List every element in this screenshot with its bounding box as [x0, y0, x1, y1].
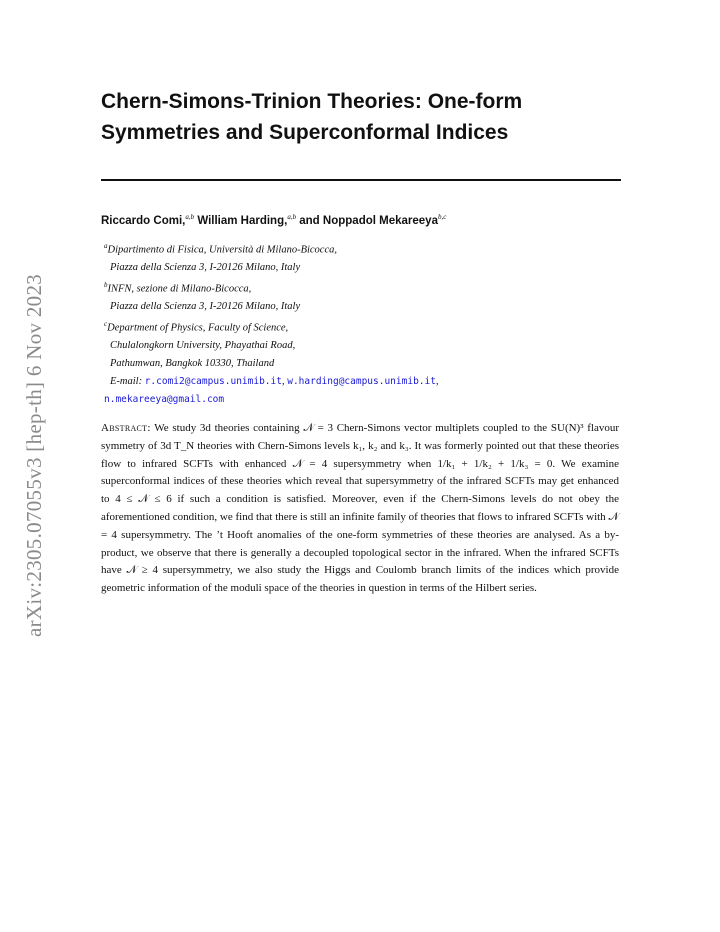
author-name: Noppadol Mekareeya [322, 214, 438, 227]
affiliation-line: Chulalongkorn University, Phayathai Road, [110, 340, 296, 352]
affiliation-line: Pathumwan, Bangkok 10330, Thailand [110, 358, 275, 370]
email-label: E-mail: [110, 376, 143, 388]
affiliation-line [104, 277, 604, 298]
affiliation-text: INFN, sezione di Milano-Bicocca, [107, 283, 252, 295]
author-list [101, 213, 621, 227]
paper-title-line-1: Chern-Simons-Trinion Theories: One-form [101, 90, 523, 113]
arxiv-identifier-stamp [14, 250, 56, 660]
paper-title-line-2: Symmetries and Superconformal Indices [101, 121, 509, 144]
author-name: Riccardo Comi, [101, 214, 186, 227]
author-name: William Harding, [197, 214, 288, 227]
arxiv-identifier-text: arXiv:2305.07055v3 [hep-th] 6 Nov 2023 [22, 273, 47, 637]
email-line: E-mail: r.comi2@campus.unimib.it, w.harding@campus.unimib.it, [110, 376, 439, 388]
affiliation-text: Dipartimento di Fisica, Università di Milano-Bicocca, [107, 244, 338, 256]
affiliation-marker: c [104, 320, 108, 329]
affiliation-marker: b [104, 281, 108, 290]
email-line [104, 391, 604, 409]
paper-title [101, 86, 621, 148]
affiliation-text: Department of Physics, Faculty of Science, [107, 322, 289, 334]
author-affiliation-marker: a,b [185, 213, 195, 221]
email-link[interactable]: n.mekareeya@gmail.com [104, 393, 225, 405]
affiliation-line [104, 316, 604, 337]
affiliation-marker: a [104, 242, 108, 250]
affiliation-block [104, 238, 604, 409]
author-conjunction: and [299, 214, 320, 227]
email-link[interactable]: w.harding@campus.unimib.it [287, 376, 436, 388]
title-divider [101, 179, 621, 181]
affiliation-line: Piazza della Scienza 3, I-20126 Milano, Italy [110, 301, 301, 313]
abstract-text: We study 3d theories containing 𝒩 = 3 Chern-Simons vector multiplets coupled to the SU(N)³ flavour symmetry of 3d T_N theories with Chern-Simons levels k₁, k₂ and k₃. It was formerly pointed out that these theories flow to infrared SCFTs with enhanced 𝒩 = 4 supersymmetry when 1/k₁ + 1/k₂ + 1/k₃ = 0. We examine superconformal indices of these theories which reveal that supersymmetry of the infrared SCFTs may get enhanced to 4 ≤ 𝒩 ≤ 6 if such a condition is satisfied. Moreover, even if the Chern-Simons levels do not obey the aforementioned condition, we find that there is still an infinite family of theories that flows to infrared SCFTs with 𝒩 = 4 supersymmetry. The ’t Hooft anomalies of the one-form symmetries of these theories are analysed. As a by-product, we observe that there is generally a decoupled topological sector in the infrared. When the infrared SCFTs have 𝒩 ≥ 4 supersymmetry, we also study the Higgs and Coulomb branch limits of the indices which provide geometric information of the moduli space of the theories in question in terms of the Hilbert series. [101, 422, 619, 595]
affiliation-line: Piazza della Scienza 3, I-20126 Milano, Italy [110, 262, 301, 274]
author-affiliation-marker: a,b [287, 213, 297, 221]
affiliation-line [104, 238, 604, 259]
abstract-label: Abstract: [101, 422, 151, 434]
abstract [101, 420, 619, 598]
author-affiliation-marker: b,c [437, 213, 447, 221]
email-link[interactable]: r.comi2@campus.unimib.it [144, 376, 282, 388]
